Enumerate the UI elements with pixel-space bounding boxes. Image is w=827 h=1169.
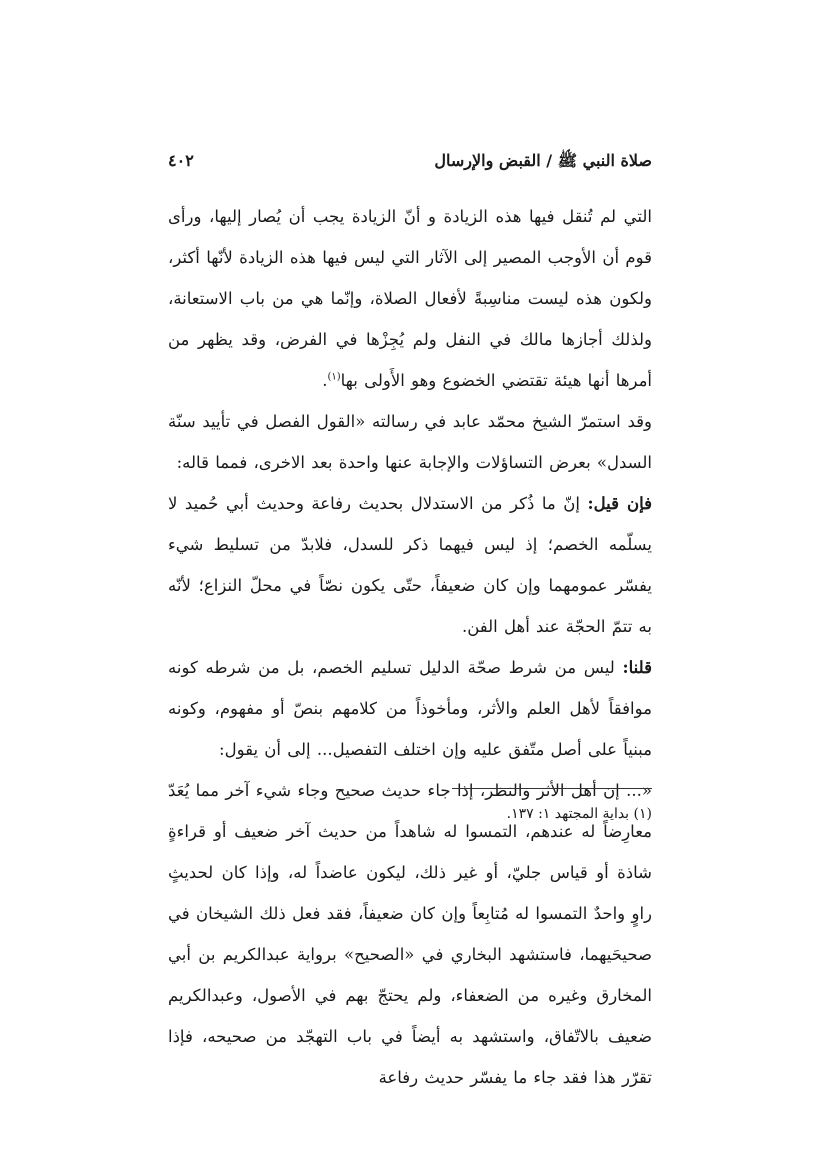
running-title: صلاة النبي ﷺ / القبض والإرسال bbox=[434, 151, 652, 170]
paragraph-3 bbox=[168, 483, 652, 647]
main-text bbox=[168, 196, 652, 1098]
footnote: (١) بداية المجتهد ١: ١٣٧. bbox=[506, 806, 652, 822]
paragraph-2 bbox=[168, 401, 652, 483]
paragraph-lead: فإن قيل: bbox=[587, 494, 653, 513]
paragraph-text: إنّ ما ذُكر من الاستدلال بحديث رفاعة وحديث أبي حُميد لا يسلّمه الخصم؛ إذ ليس فيهما ذكر للسدل، فلابدّ من تسليط شيء يفسّر عمومهما وإن كان ضعيفاً، حتّى يكون نصّاً في محلّ النزاع؛ لأنّه به تتمّ الحجّة عند أهل الفن. bbox=[168, 494, 652, 636]
paragraph-lead: قلنا: bbox=[622, 658, 652, 677]
footnote-divider bbox=[452, 788, 652, 789]
page-header bbox=[168, 151, 652, 179]
footnote-reference: (١) bbox=[327, 371, 341, 383]
paragraph-tail: . bbox=[322, 371, 328, 390]
paragraph-text: «... إن أهل الأثر والنظر، إذا جاء حديث صحيح وجاء شيء آخر مما يُعَدّ معارِضاً له عندهم، التمسوا له شاهداً من حديث آخر ضعيف أو قراءةٍ شاذة أو قياس جليّ، أو غير ذلك، ليكون عاضداً له، وإذا كان لحديثٍ راوٍ واحدٌ التمسوا له مُتابِعاً وإن كان ضعيفاً، فقد فعل ذلك الشيخان في صحيحَيهما، فاستشهد البخاري في «الصحيح» برواية عبدالكريم بن أبي المخارق وغيره من الضعفاء، ولم يحتجّ بهم في الأصول، وعبدالكريم ضعيف بالاتّفاق، واستشهد به أيضاً في باب التهجّد من صحيحه، فإذا تقرّر هذا فقد جاء ما يفسّر حديث رفاعة bbox=[168, 781, 652, 1087]
page-number: ٤٠٢ bbox=[168, 151, 194, 170]
paragraph-text: وقد استمرّ الشيخ محمّد عابد في رسالته «القول الفصل في تأييد سنّة السدل» بعرض التساؤلات والإجابة عنها واحدة بعد الاخرى، فمما قاله: bbox=[168, 412, 652, 472]
paragraph-1 bbox=[168, 196, 652, 401]
paragraph-text: التي لم تُنقل فيها هذه الزيادة و أنّ الزيادة يجب أن يُصار إليها، ورأى قوم أن الأوجب المصير إلى الآثار التي ليس فيها هذه الزيادة لأنّها أكثر، ولكون هذه ليست مناسِبةً لأفعال الصلاة، وإنّما هي من باب الاستعانة، ولذلك أجازها مالك في النفل ولم يُجِزْها في الفرض، وقد يظهر من أمرها أنها هيئة تقتضي الخضوع وهو الأَولى بها bbox=[168, 207, 652, 390]
paragraph-text: ليس من شرط صحّة الدليل تسليم الخصم، بل من شرطه كونه موافقاً لأهل العلم والأثر، ومأخوذاً من كلامهم بنصّ أو مفهوم، وكونه مبنياً على أصل متّفق عليه وإن اختلف التفصيل... إلى أن يقول: bbox=[168, 658, 652, 759]
paragraph-4 bbox=[168, 647, 652, 770]
